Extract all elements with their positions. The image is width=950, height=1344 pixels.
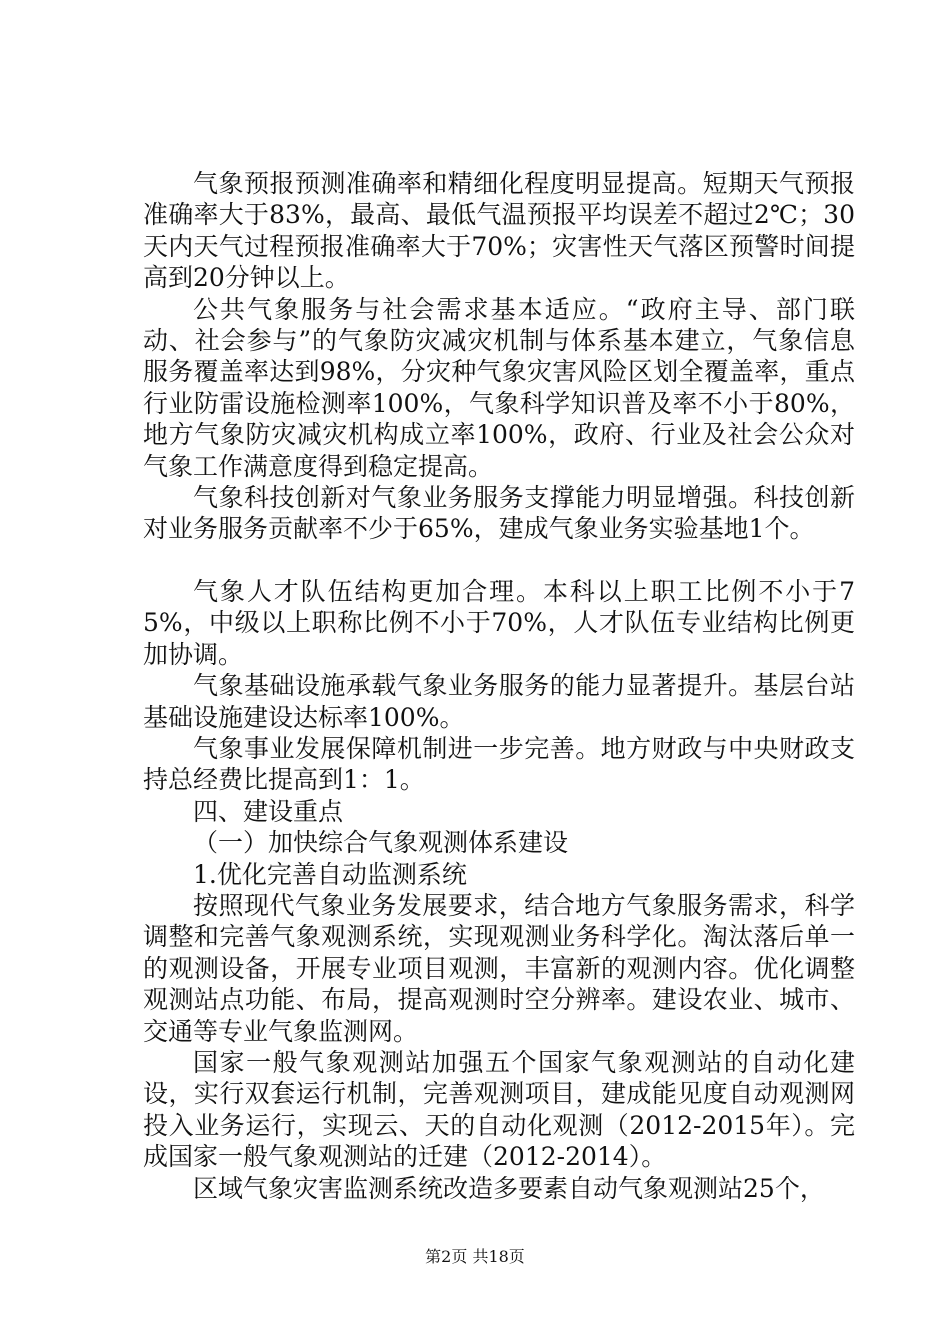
paragraph-talent-structure: 气象人才队伍结构更加合理。本科以上职工比例不小于75%，中级以上职称比例不小于70%，人才队伍专业结构比例更加协调。 bbox=[143, 576, 855, 669]
subsection-heading-observation-system: （一）加快综合气象观测体系建设 bbox=[193, 828, 569, 858]
item-heading-auto-monitoring: 1.优化完善自动监测系统 bbox=[193, 859, 467, 889]
section-heading-construction-focus: 四、建设重点 bbox=[193, 796, 344, 826]
paragraph-forecast-accuracy: 气象预报预测准确率和精细化程度明显提高。短期天气预报准确率大于83%，最高、最低气温预报平均误差不超过2℃；30天内天气过程预报准确率大于70%；灾害性天气落区预警时间提高到20分钟以上。 bbox=[143, 169, 855, 293]
page-footer: 第2页 共18页 bbox=[425, 1247, 525, 1266]
paragraph-funding-mechanism: 气象事业发展保障机制进一步完善。地方财政与中央财政支持总经费比提高到1：1。 bbox=[143, 733, 855, 795]
paragraph-observation-adjustment: 按照现代气象业务发展要求，结合地方气象服务需求，科学调整和完善气象观测系统，实现观测业务科学化。淘汰落后单一的观测设备，开展专业项目观测，丰富新的观测内容。优化调整观测站点功能、布局，提高观测时空分辨率。建设农业、城市、交通等专业气象监测网。 bbox=[143, 890, 855, 1046]
paragraph-infrastructure: 气象基础设施承载气象业务服务的能力显著提升。基层台站基础设施建设达标率100%。 bbox=[143, 671, 855, 732]
paragraph-national-stations: 国家一般气象观测站加强五个国家气象观测站的自动化建设，实行双套运行机制，完善观测项目，建成能见度自动观测网投入业务运行，实现云、天的自动化观测（2012-2015年）。完成国家一般气象观测站的迁建（2012-2014）。 bbox=[143, 1047, 855, 1172]
document-body bbox=[143, 168, 855, 1204]
paragraph-public-service: 公共气象服务与社会需求基本适应。“政府主导、部门联动、社会参与”的气象防灾减灾机制与体系基本建立，气象信息服务覆盖率达到98%，分灾种气象灾害风险区划全覆盖率，重点行业防雷设施检测率100%，气象科学知识普及率不小于80%，地方气象防灾减灾机构成立率100%，政府、行业及社会公众对气象工作满意度得到稳定提高。 bbox=[143, 294, 855, 481]
paragraph-regional-monitoring: 区域气象灾害监测系统改造多要素自动气象观测站25个， bbox=[193, 1173, 825, 1203]
paragraph-tech-innovation: 气象科技创新对气象业务服务支撑能力明显增强。科技创新对业务服务贡献率不少于65%，建成气象业务实验基地1个。 bbox=[143, 483, 855, 544]
